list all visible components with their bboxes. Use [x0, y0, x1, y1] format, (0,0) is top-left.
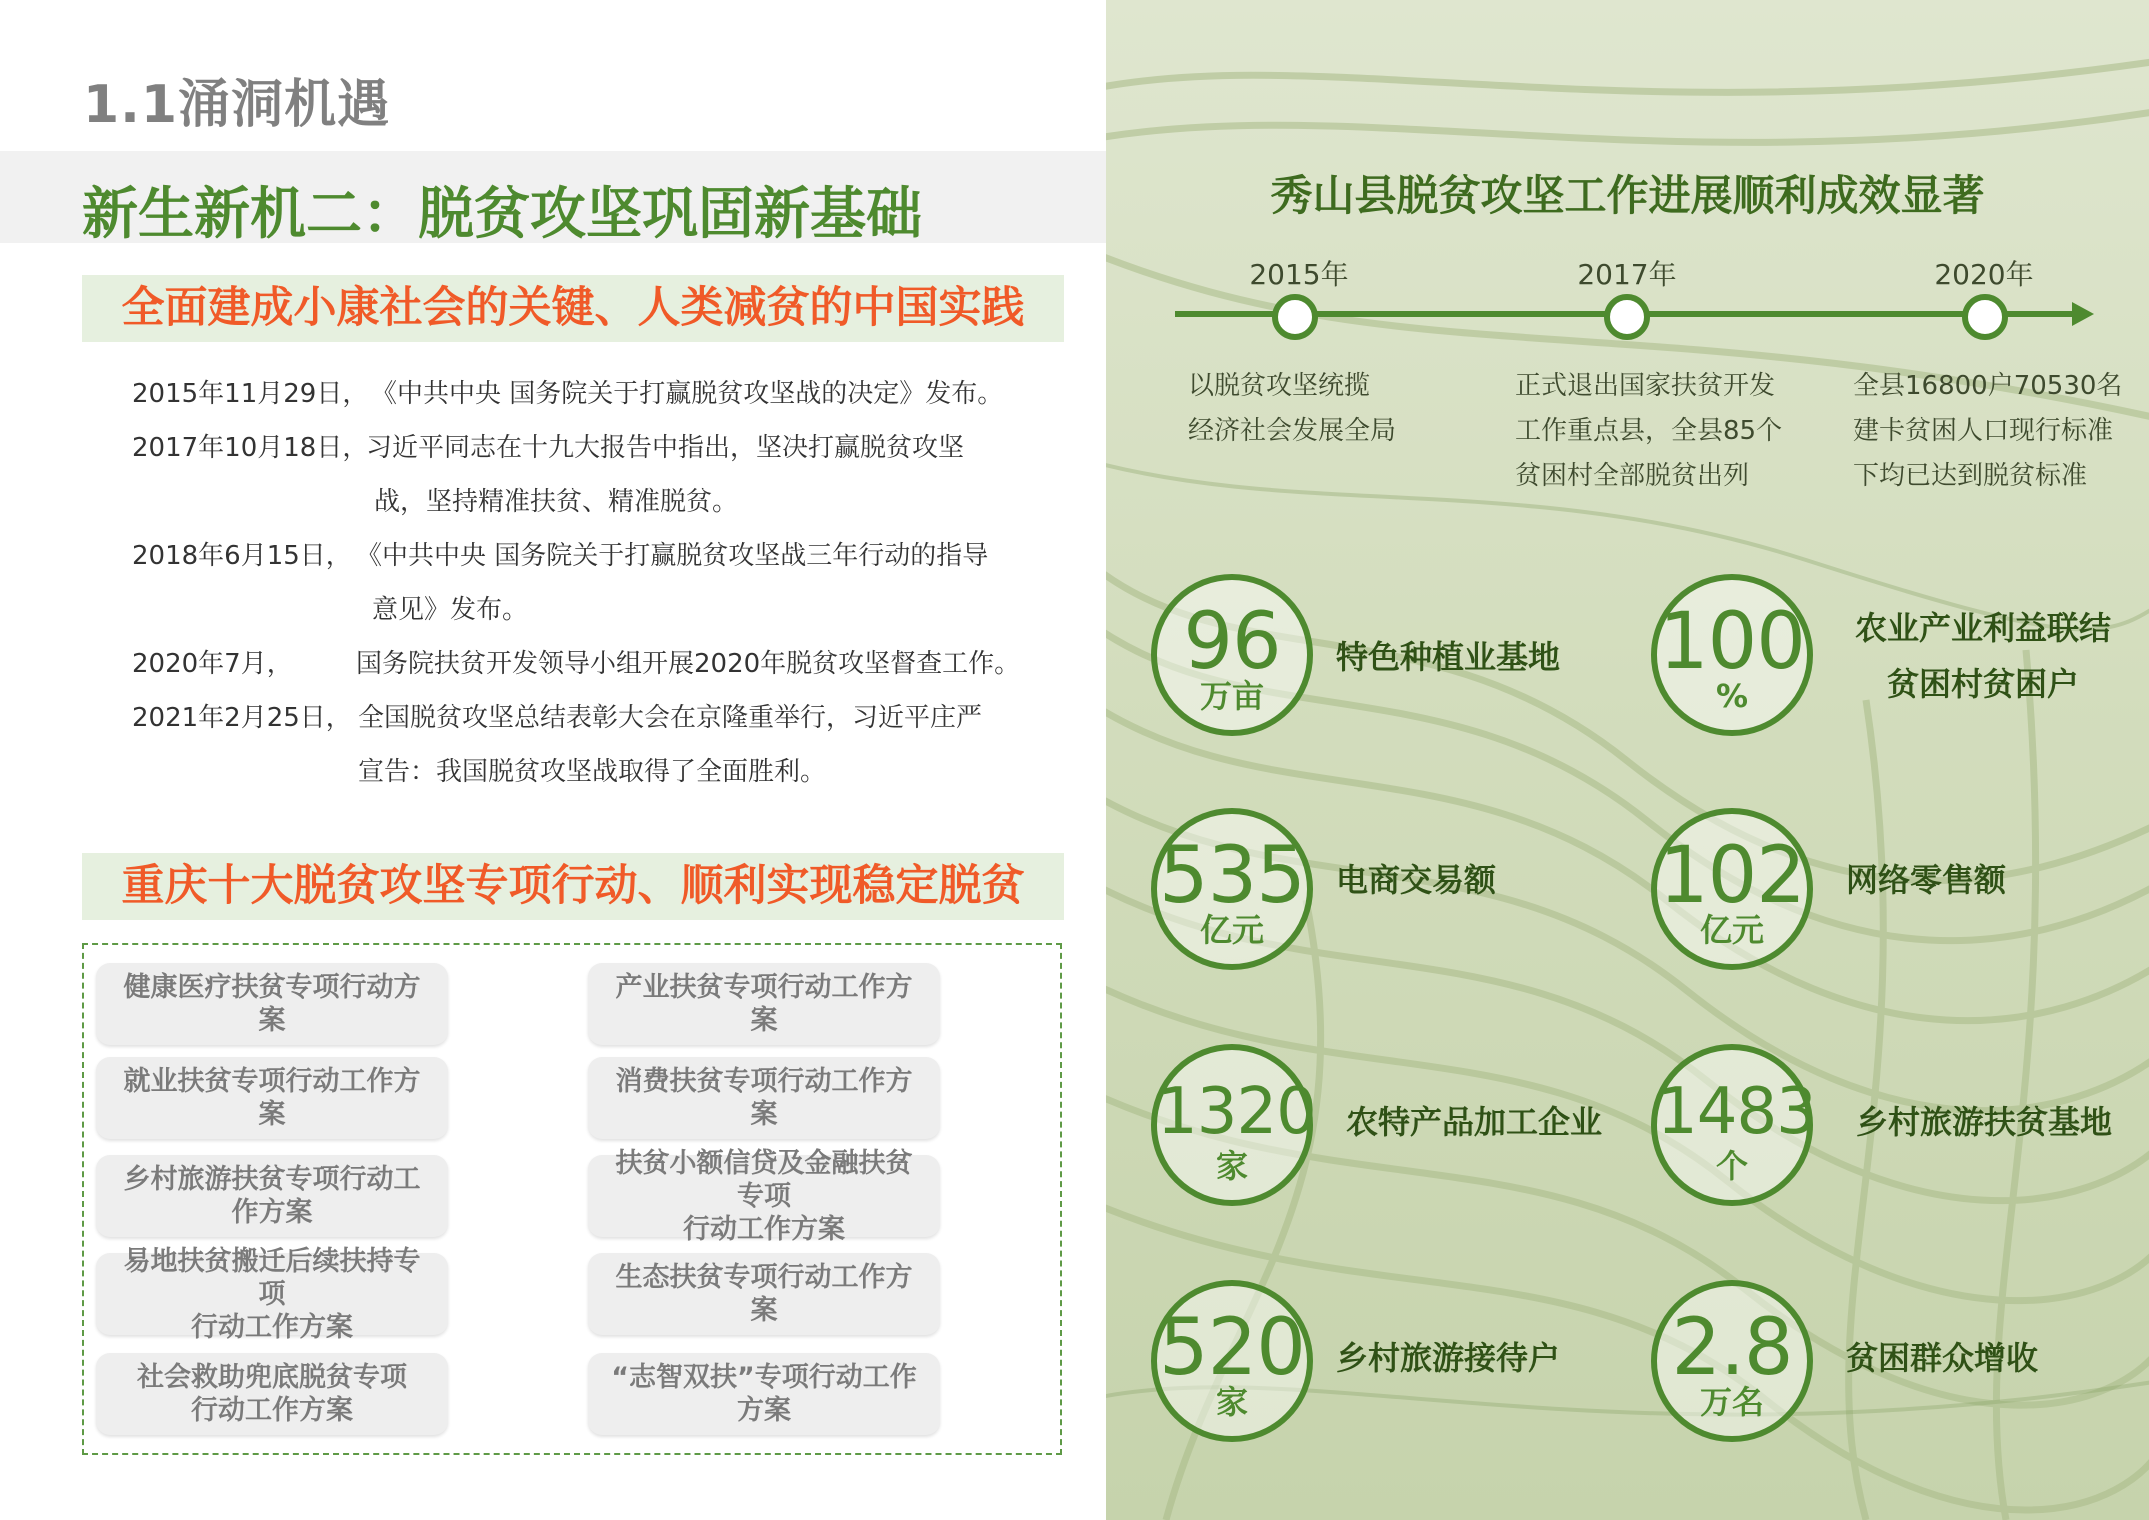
right-title: 秀山县脱贫攻坚工作进展顺利成效显著 [1270, 171, 1985, 220]
section-number: 1.1涌洞机遇 [83, 75, 391, 135]
plan-label-line: 扶贫小额信贷及金融扶贫专项 [615, 1147, 913, 1212]
plan-label-line: 行动工作方案 [191, 1395, 353, 1426]
plan-label: 产业扶贫专项行动工作方案 [615, 972, 913, 1036]
event-line: 战，坚持精准扶贫、精准脱贫。 [374, 487, 739, 517]
plan-label [604, 1147, 924, 1246]
stat-value: 2.8 [1671, 1303, 1793, 1393]
event-list [132, 367, 1092, 799]
stat-unit: 个 [1715, 1147, 1748, 1185]
stat-value: 1320 [1157, 1075, 1316, 1149]
plan-grid [82, 943, 1062, 1455]
stat-unit: 亿元 [1199, 911, 1264, 949]
page-title: 新生新机二：脱贫攻坚巩固新基础 [82, 182, 922, 247]
event-date: 2020年7月， [132, 649, 293, 679]
timeline-year: 2015年 [1249, 258, 1349, 291]
milestone-line: 建卡贫困人口现行标准 [1853, 416, 2114, 446]
plan-card [96, 1057, 448, 1139]
plan-card [96, 1155, 448, 1237]
event-date: 2018年6月15日， [132, 541, 352, 571]
stat-unit: 亿元 [1699, 911, 1764, 949]
subhead-chongqing-actions: 重庆十大脱贫攻坚专项行动、顺利实现稳定脱贫 [82, 853, 1064, 920]
event-date: 2021年2月25日， [132, 703, 352, 733]
plan-card [588, 963, 940, 1045]
plan-label-line: 行动工作方案 [191, 1311, 353, 1343]
stat-label: 特色种植业基地 [1336, 638, 1561, 676]
event-line: 《中共中央 国务院关于打赢脱贫攻坚战的决定》发布。 [371, 379, 1004, 409]
timeline-dot [1272, 294, 1318, 340]
plan-label [112, 1245, 432, 1344]
stat-value: 535 [1159, 831, 1305, 921]
event-line: 全国脱贫攻坚总结表彰大会在京隆重举行，习近平庄严 [358, 703, 983, 733]
stat-unit: % [1715, 677, 1749, 715]
stat-value: 100 [1659, 597, 1805, 687]
stat-circle [1651, 1044, 1816, 1206]
plan-label: 健康医疗扶贫专项行动方案 [123, 972, 421, 1036]
stat-value: 96 [1183, 597, 1281, 687]
milestone-line: 贫困村全部脱贫出列 [1515, 461, 1750, 491]
stat-label-line: 农业产业利益联结 [1854, 609, 2111, 647]
event-item [132, 691, 1092, 799]
event-line: 国务院扶贫开发领导小组开展2020年脱贫攻坚督查工作。 [356, 649, 1021, 679]
event-line: 《中共中央 国务院关于打赢脱贫攻坚战三年行动的指导 [356, 541, 989, 571]
stat-unit: 家 [1215, 1383, 1248, 1421]
stat-circle [1151, 1280, 1313, 1442]
event-date: 2017年10月18日， [132, 433, 369, 463]
stat-circle [1151, 808, 1313, 970]
stat-unit: 万亩 [1199, 677, 1264, 715]
event-line: 意见》发布。 [372, 595, 529, 625]
timeline-arrow-icon [2072, 302, 2094, 326]
stat-value: 102 [1659, 831, 1805, 921]
stat-label: 乡村旅游扶贫基地 [1856, 1103, 2113, 1141]
plan-label: 消费扶贫专项行动工作方案 [615, 1066, 913, 1130]
stat-value: 520 [1159, 1303, 1305, 1393]
timeline-year: 2020年 [1934, 258, 2034, 291]
milestone-line: 经济社会发展全局 [1188, 416, 1397, 446]
stat-circle [1151, 1044, 1316, 1206]
timeline-year: 2017年 [1577, 258, 1677, 291]
plan-card [588, 1057, 940, 1139]
plan-label: 生态扶贫专项行动工作方案 [615, 1262, 913, 1326]
stat-circle [1651, 808, 1813, 970]
stat-circle [1151, 574, 1313, 736]
timeline-milestone [1188, 364, 1396, 454]
timeline-dot [1962, 294, 2008, 340]
milestone-line: 以脱贫攻坚统揽 [1188, 371, 1371, 401]
plan-card [96, 963, 448, 1045]
milestone-line: 工作重点县，全县85个 [1515, 416, 1783, 446]
event-item [132, 421, 1092, 529]
plan-label: 乡村旅游扶贫专项行动工作方案 [123, 1164, 421, 1228]
stat-label-line: 贫困村贫困户 [1886, 665, 2079, 703]
event-line: 习近平同志在十九大报告中指出，坚决打赢脱贫攻坚 [366, 433, 965, 463]
plan-card [588, 1353, 940, 1435]
timeline-milestone [1515, 364, 1782, 499]
plan-card [588, 1253, 940, 1335]
right-panel [1106, 0, 2149, 1520]
stat-unit: 家 [1215, 1147, 1248, 1185]
plan-card [96, 1245, 448, 1343]
milestone-line: 全县16800户70530名 [1853, 371, 2123, 401]
stat-label: 电商交易额 [1336, 861, 1497, 899]
subhead-china-practice: 全面建成小康社会的关键、人类减贫的中国实践 [82, 275, 1064, 342]
plan-label-line: 易地扶贫搬迁后续扶持专项 [123, 1245, 421, 1310]
stat-circle [1651, 1280, 1813, 1442]
event-item [132, 367, 1092, 421]
plan-label: 就业扶贫专项行动工作方案 [123, 1066, 421, 1130]
plan-label: “志智双扶”专项行动工作方案 [611, 1362, 917, 1426]
stat-circle [1651, 574, 1813, 736]
stat-unit: 万名 [1699, 1383, 1764, 1421]
stat-label: 农特产品加工企业 [1346, 1103, 1603, 1141]
milestone-line: 正式退出国家扶贫开发 [1515, 371, 1776, 401]
plan-card [588, 1147, 940, 1245]
timeline-dot [1604, 294, 1650, 340]
event-item [132, 637, 1092, 691]
timeline-milestone [1853, 364, 2122, 499]
plan-label [137, 1361, 407, 1427]
stat-label: 乡村旅游接待户 [1336, 1339, 1561, 1377]
plan-label-line: 行动工作方案 [683, 1213, 845, 1245]
stat-label: 网络零售额 [1846, 861, 2007, 899]
stat-label: 贫困群众增收 [1846, 1339, 2039, 1377]
stat-label [1838, 600, 2128, 712]
plan-card [96, 1353, 448, 1435]
stat-value: 1483 [1657, 1075, 1816, 1149]
milestone-line: 下均已达到脱贫标准 [1853, 461, 2088, 491]
event-line: 宣告：我国脱贫攻坚战取得了全面胜利。 [358, 757, 827, 787]
event-date: 2015年11月29日， [132, 379, 369, 409]
event-item [132, 529, 1092, 637]
plan-label-line: 社会救助兜底脱贫专项 [137, 1362, 407, 1393]
